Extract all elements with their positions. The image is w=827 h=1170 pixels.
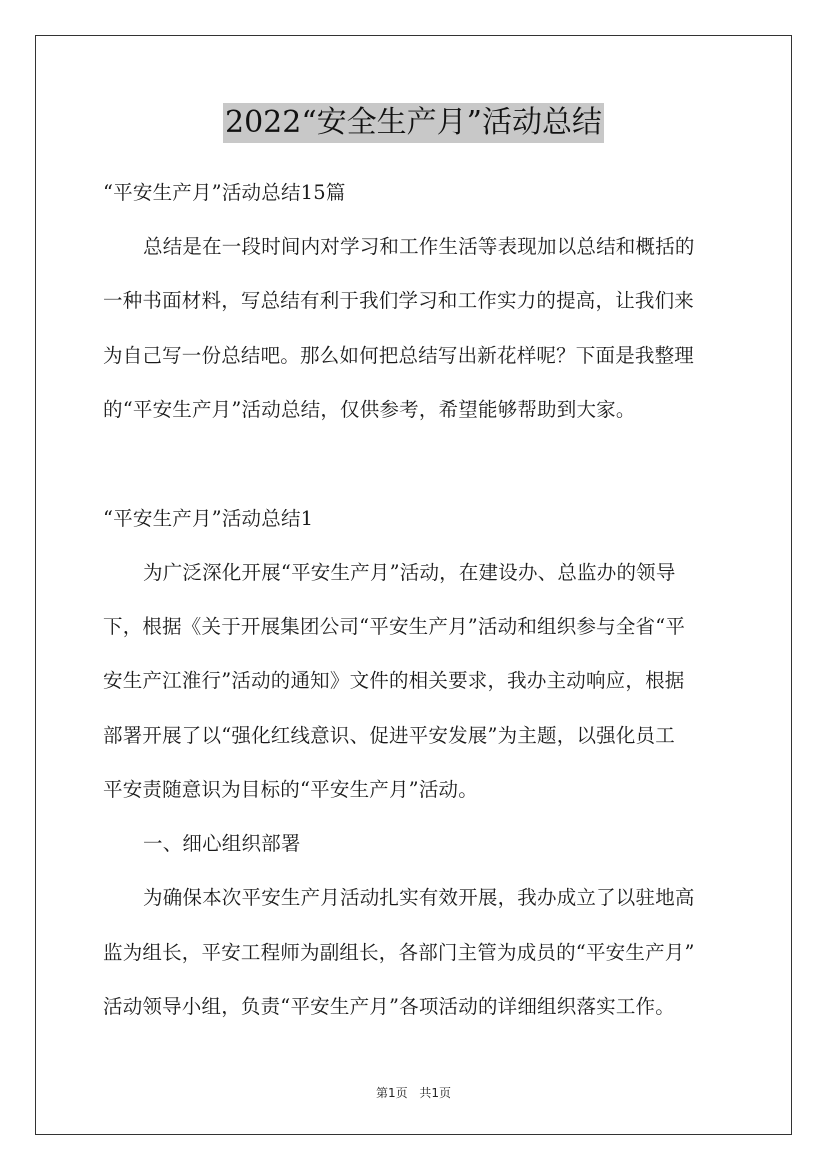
intro-line: 为自己写一份总结吧。那么如何把总结写出新花样呢？下面是我整理: [103, 344, 695, 367]
paragraph-line: 为确保本次平安生产月活动扎实有效开展，我办成立了以驻地高: [143, 886, 695, 909]
paragraph-line: 为广泛深化开展“平安生产月”活动，在建设办、总监办的领导: [143, 561, 676, 584]
page-footer: [0, 1084, 827, 1101]
paragraph-line: 平安责随意识为目标的“平安生产月”活动。: [103, 778, 478, 801]
section-heading: “平安生产月”活动总结1: [103, 507, 314, 530]
title-container: [0, 103, 827, 143]
paragraph-line: 活动领导小组，负责“平安生产月”各项活动的详细组织落实工作。: [103, 995, 675, 1018]
page-number: 第1页: [375, 1086, 408, 1100]
subheading: 一、细心组织部署: [143, 832, 301, 855]
paragraph-line: 监为组长，平安工程师为副组长，各部门主管为成员的“平安生产月”: [103, 941, 695, 964]
intro-line: 一种书面材料，写总结有利于我们学习和工作实力的提高，让我们来: [103, 289, 695, 312]
paragraph-line: 安生产江淮行”活动的通知》文件的相关要求，我办主动响应，根据: [103, 669, 685, 692]
page-total: 共1页: [419, 1086, 452, 1100]
document-subtitle: “平安生产月”活动总结15篇: [103, 181, 346, 204]
paragraph-line: 部署开展了以“强化红线意识、促进平安发展”为主题，以强化员工: [103, 724, 675, 747]
paragraph-line: 下，根据《关于开展集团公司“平安生产月”活动和组织参与全省“平: [103, 615, 686, 638]
document-title: 2022“安全生产月”活动总结: [223, 103, 604, 143]
intro-line: 的“平安生产月”活动总结，仅供参考，希望能够帮助到大家。: [103, 398, 636, 421]
intro-line: 总结是在一段时间内对学习和工作生活等表现加以总结和概括的: [143, 235, 695, 258]
